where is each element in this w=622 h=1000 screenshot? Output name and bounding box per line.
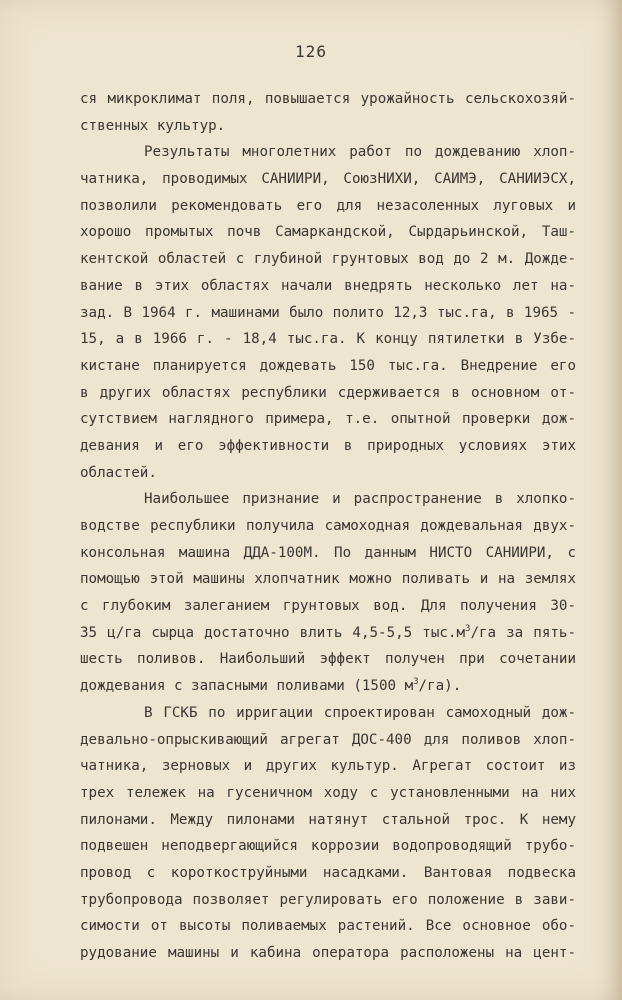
text-line: 35 ц/га сырца достаточно влить 4,5-5,5 $тыс.м^3/га$ за пять- bbox=[80, 623, 576, 641]
page-number: 126 bbox=[295, 42, 327, 61]
text-line: провод с короткоструйными насадками. Вантовая подвеска bbox=[80, 864, 576, 881]
text-line: областей. bbox=[80, 464, 157, 481]
text-line: 15, а в 1966 г. - 18,4 тыс.га. К концу пятилетки в Узбе- bbox=[80, 331, 576, 348]
superscript-3: 3 bbox=[413, 677, 419, 688]
text-line: в других областях республики сдерживается в основном от- bbox=[80, 384, 576, 401]
text-line: с глубоким залеганием грунтовых вод. Для получения 30- bbox=[80, 598, 576, 615]
text-line: ся микроклимат поля, повышается урожайность сельскохозяй- bbox=[80, 91, 576, 107]
text-line: пилонами. Между пилонами натянут стальной трос. К нему bbox=[80, 811, 576, 828]
text-line: чатника, проводимых САНИИРИ, СоюзНИХИ, САИМЭ, САНИИЭСХ, bbox=[80, 171, 576, 188]
text-line: трубопровода позволяет регулировать его положение в зави- bbox=[80, 891, 576, 908]
text-line: вание в этих областях начали внедрять несколько лет на- bbox=[80, 277, 576, 294]
text-line: хорошо промытых почв Самаркандской, Сырдарьинской, Таш- bbox=[80, 224, 576, 241]
body-text bbox=[80, 86, 576, 967]
text-line: подвешен неподвергающийся коррозии водопроводящий трубо- bbox=[80, 838, 576, 855]
text-line: кентской областей с глубиной грунтовых вод до 2 м. Дожде- bbox=[80, 251, 576, 268]
text-line: В ГСКБ по ирригации спроектирован самоходный дож- bbox=[144, 704, 576, 721]
text-line: чатника, зерновых и других культур. Агрегат состоит из bbox=[80, 758, 576, 775]
text-line: шесть поливов. Наибольший эффект получен при сочетании bbox=[80, 651, 576, 668]
text-line: помощью этой машины хлопчатник можно поливать и на землях bbox=[80, 571, 576, 588]
text-line: ственных культур. bbox=[80, 117, 226, 134]
text-line: позволили рекомендовать его для незасоленных луговых и bbox=[80, 197, 576, 214]
text-line: зад. В 1964 г. машинами было полито 12,3 тыс.га, в 1965 - bbox=[80, 304, 576, 321]
text-line: дождевания с запасными поливами (1500 $м^3/га$). bbox=[80, 677, 462, 695]
text-line: рудование машины и кабина оператора расположены на цент- bbox=[80, 945, 576, 961]
superscript-3: 3 bbox=[465, 623, 471, 634]
text-line: кистане планируется дождевать 150 тыс.га. Внедрение его bbox=[80, 357, 576, 374]
text-line: сутствием наглядного примера, т.е. опытной проверки дож- bbox=[80, 411, 576, 428]
text-line: симости от высоты поливаемых растений. Все основное обо- bbox=[80, 918, 576, 935]
text-line: девания и его эффективности в природных условиях этих bbox=[80, 437, 576, 454]
text-line: водстве республики получила самоходная дождевальная двух- bbox=[80, 518, 576, 534]
text-line: Наибольшее признание и распространение в хлопко- bbox=[144, 491, 576, 508]
text-line: Результаты многолетних работ по дождеванию хлоп- bbox=[144, 144, 576, 161]
text-line: трех тележек на гусеничном ходу с установленными на них bbox=[80, 784, 576, 801]
text-line: консольная машина ДДА-100М. По данным НИСТО САНИИРИ, с bbox=[80, 544, 576, 561]
text-line: девально-опрыскивающий агрегат ДОС-400 для поливов хлоп- bbox=[80, 731, 576, 748]
